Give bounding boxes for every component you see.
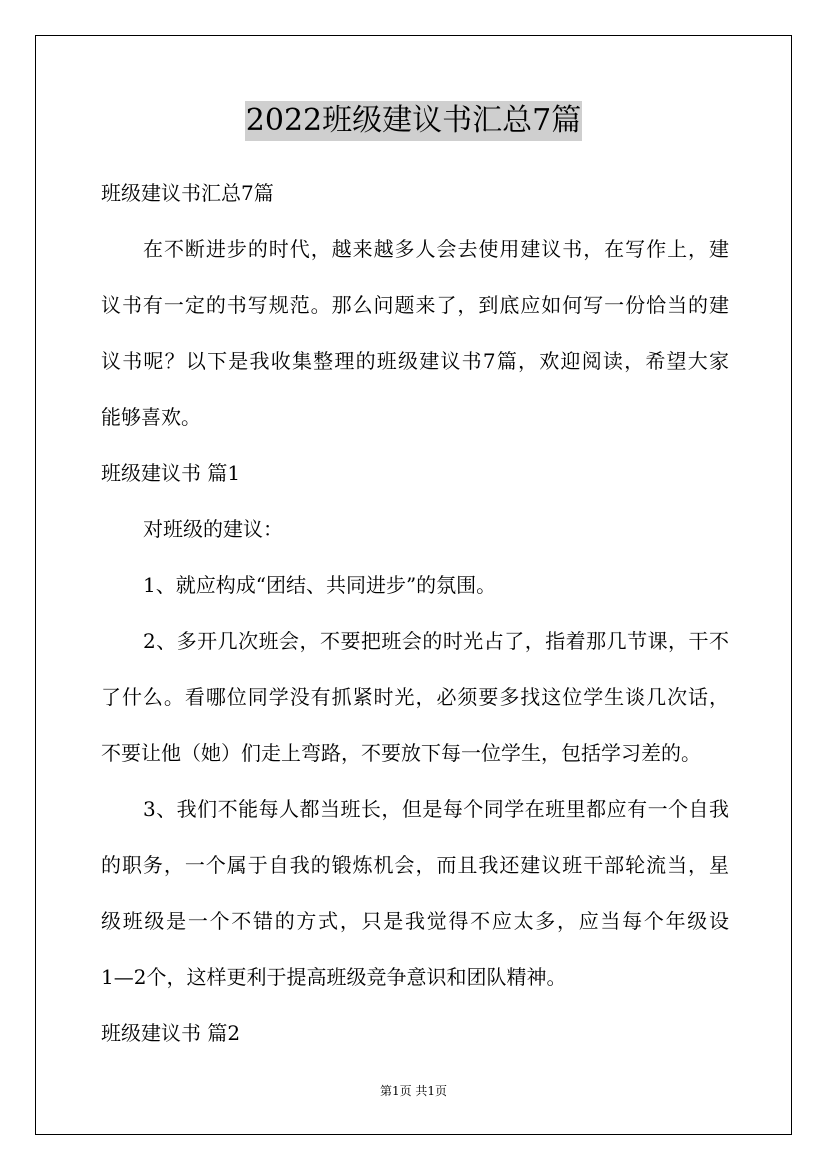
subtitle: 班级建议书汇总7篇: [101, 181, 274, 205]
section-1-para-1: 对班级的建议：: [143, 517, 283, 541]
section-1-para-4-line-3: 级班级是一个不错的方式，只是我觉得不应太多，应当每个年级设: [101, 909, 729, 933]
intro-line-4: 能够喜欢。: [101, 405, 201, 429]
intro-line-3: 议书呢？以下是我收集整理的班级建议书7篇，欢迎阅读，希望大家: [101, 349, 729, 373]
section-1-para-2: 1、就应构成“团结、共同进步”的氛围。: [143, 573, 497, 597]
document-title-text: 2022班级建议书汇总7篇: [245, 101, 582, 141]
intro-line-2: 议书有一定的书写规范。那么问题来了，到底应如何写一份恰当的建: [101, 293, 729, 317]
document-body: [101, 165, 729, 1061]
page-number: 第1页 共1页: [379, 1084, 448, 1098]
section-1-heading: 班级建议书 篇1: [101, 461, 241, 485]
section-1-para-3-line-3: 不要让他（她）们走上弯路，不要放下每一位学生，包括学习差的。: [101, 741, 701, 765]
section-1-para-4-line-2: 的职务，一个属于自我的锻炼机会，而且我还建议班干部轮流当，星: [101, 853, 729, 877]
document-title: [0, 101, 827, 141]
intro-line-1: 在不断进步的时代，越来越多人会去使用建议书，在写作上，建: [143, 237, 729, 261]
section-1-para-3-line-1: 2、多开几次班会，不要把班会的时光占了，指着那几节课，干不: [143, 629, 729, 653]
section-1-para-4-line-4: 1—2个，这样更利于提高班级竞争意识和团队精神。: [101, 965, 567, 989]
section-2-heading: 班级建议书 篇2: [101, 1021, 241, 1045]
page-footer: [0, 1083, 827, 1099]
section-1-para-4-line-1: 3、我们不能每人都当班长，但是每个同学在班里都应有一个自我: [143, 797, 729, 821]
section-1-para-3-line-2: 了什么。看哪位同学没有抓紧时光，必须要多找这位学生谈几次话，: [101, 685, 729, 709]
